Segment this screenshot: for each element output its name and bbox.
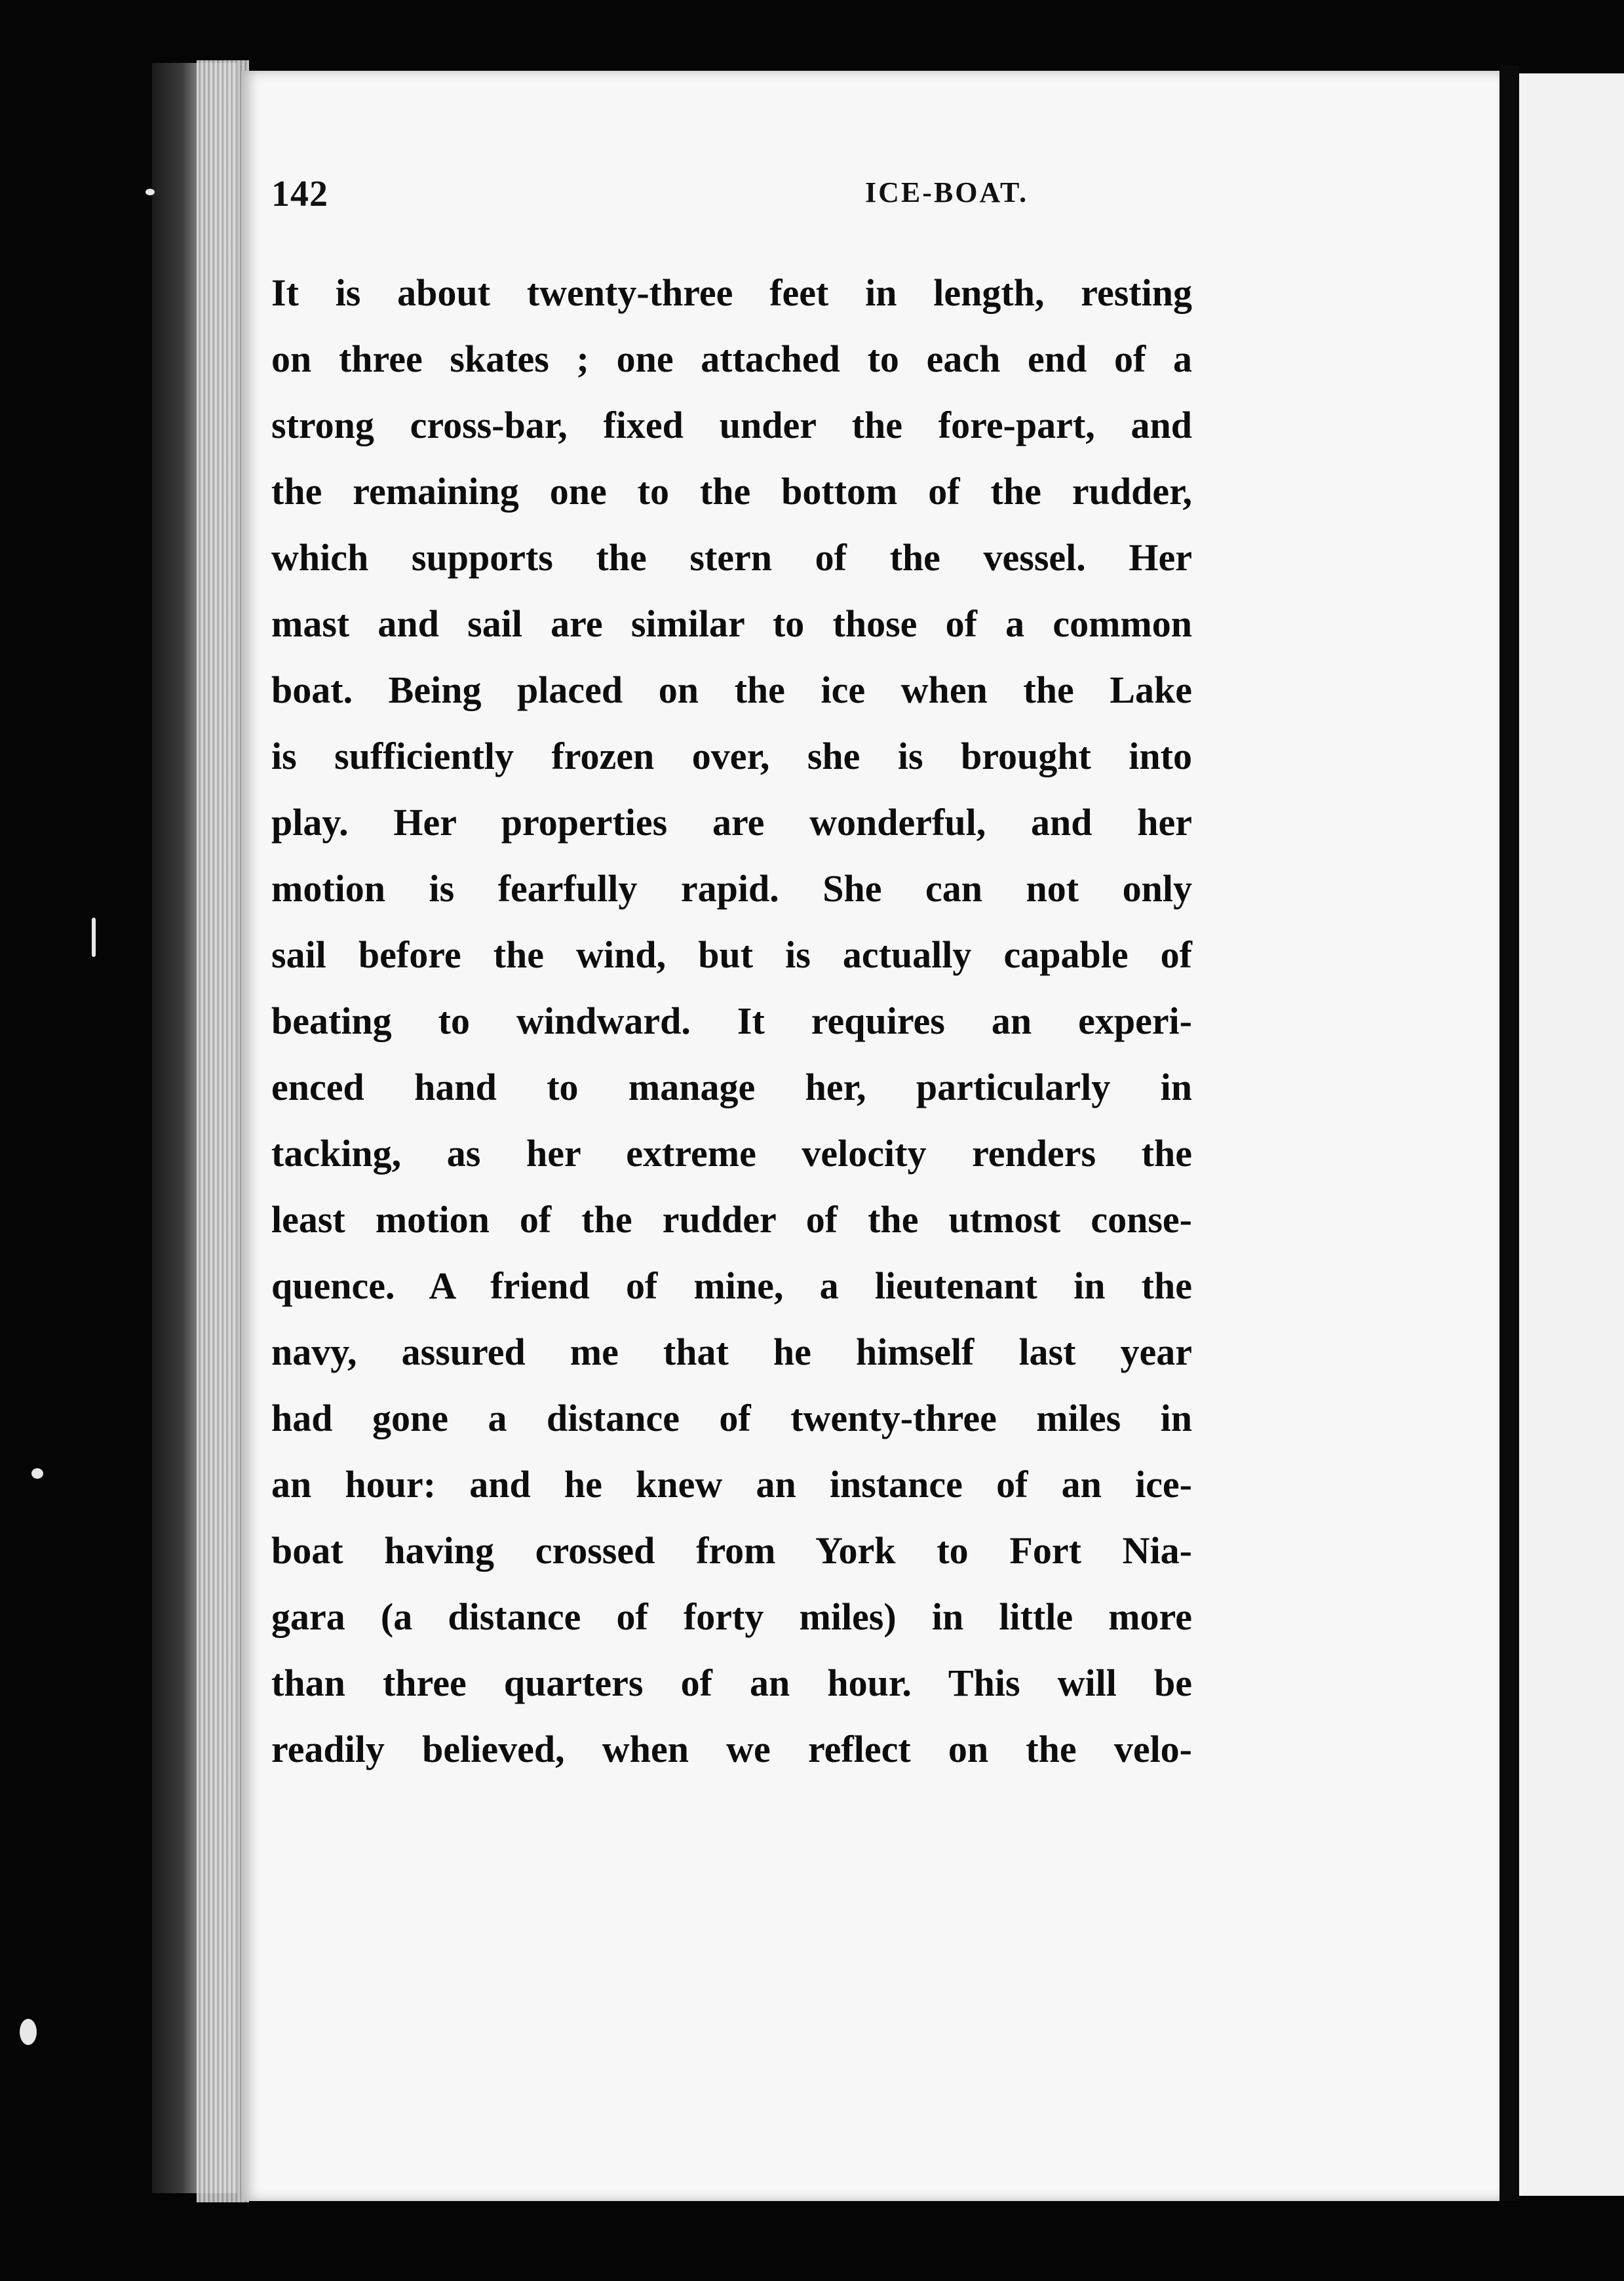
- scan-speck: [145, 189, 155, 195]
- scan-speck: [31, 1468, 43, 1479]
- text-line: boat. Being placed on the ice when the Lake: [271, 669, 1192, 711]
- text-line: had gone a distance of twenty-three miles in: [271, 1397, 1192, 1439]
- text-line: motion is fearfully rapid. She can not only: [271, 867, 1192, 910]
- scan-speck: [92, 918, 96, 957]
- text-line: quence. A friend of mine, a lieutenant in the: [271, 1264, 1192, 1307]
- text-line: which supports the stern of the vessel. Her: [271, 536, 1192, 579]
- text-line: enced hand to manage her, particularly in: [271, 1066, 1192, 1108]
- text-line: least motion of the rudder of the utmost conse-: [271, 1198, 1192, 1241]
- text-line: It is about twenty-three feet in length, resting: [271, 271, 1192, 314]
- scan-speck: [20, 2019, 37, 2045]
- running-title: ICE-BOAT.: [865, 176, 1029, 208]
- text-line: tacking, as her extreme velocity renders the: [271, 1132, 1192, 1175]
- text-line: sail before the wind, but is actually capable of: [271, 933, 1192, 976]
- text-line: gara (a distance of forty miles) in little more: [271, 1595, 1192, 1638]
- text-line: navy, assured me that he himself last year: [271, 1331, 1192, 1373]
- text-line: strong cross-bar, fixed under the fore-part, and: [271, 404, 1192, 446]
- text-line: on three skates ; one attached to each end of a: [271, 338, 1192, 380]
- facing-page-edge: [1519, 73, 1624, 2196]
- text-line: the remaining one to the bottom of the rudder,: [271, 470, 1192, 513]
- text-line: readily believed, when we reflect on the velo-: [271, 1728, 1192, 1770]
- text-line: play. Her properties are wonderful, and her: [271, 801, 1192, 844]
- text-line: an hour: and he knew an instance of an ice-: [271, 1463, 1192, 1506]
- body-text: [271, 260, 1192, 1782]
- running-head: [271, 173, 1215, 239]
- text-line: than three quarters of an hour. This will be: [271, 1662, 1192, 1704]
- page-number: 142: [271, 174, 328, 214]
- gutter-shadow: [1499, 66, 1519, 2201]
- text-line: beating to windward. It requires an experi-: [271, 1000, 1192, 1042]
- text-line: boat having crossed from York to Fort Nia-: [271, 1529, 1192, 1572]
- text-line: is sufficiently frozen over, she is brought into: [271, 735, 1192, 777]
- text-line: mast and sail are similar to those of a common: [271, 602, 1192, 645]
